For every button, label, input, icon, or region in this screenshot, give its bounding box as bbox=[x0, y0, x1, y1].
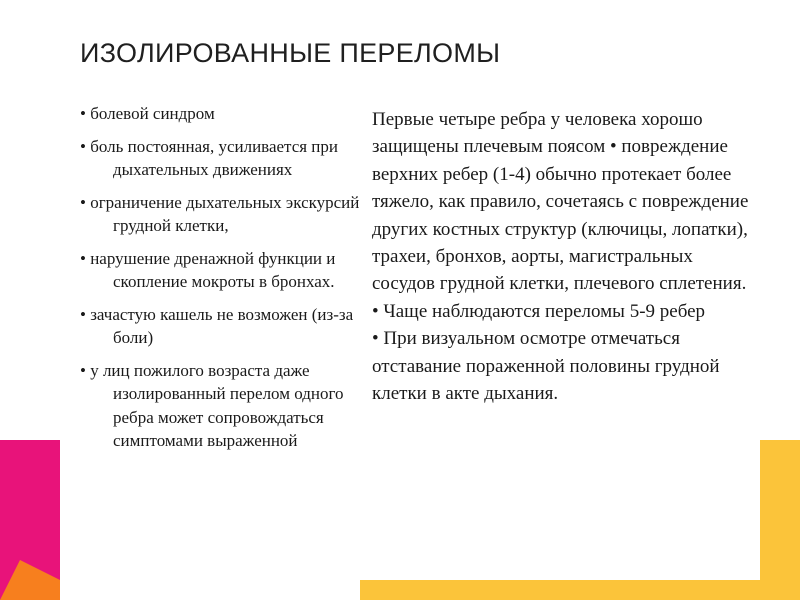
bullet-item: • у лиц пожилого возраста даже изолированный перелом одного ребра может сопровождаться симптомами выраженной bbox=[80, 359, 360, 453]
bullet-item: • болевой синдром bbox=[80, 102, 360, 126]
paragraph: • Чаще наблюдаются переломы 5-9 ребер bbox=[372, 300, 706, 322]
left-bullet-list bbox=[80, 102, 360, 462]
right-text-block bbox=[372, 106, 752, 407]
bullet-item: • нарушение дренажной функции и скопление мокроты в бронхах. bbox=[80, 247, 360, 294]
slide-title: ИЗОЛИРОВАННЫЕ ПЕРЕЛОМЫ bbox=[80, 38, 501, 68]
paragraph: • При визуальном осмотре отмечаться отставание пораженной половины грудной клетки в акте дыхания. bbox=[372, 328, 720, 405]
bullet-item: • боль постоянная, усиливается при дыхательных движениях bbox=[80, 135, 360, 182]
bullet-item: • ограничение дыхательных экскурсий грудной клетки, bbox=[80, 191, 360, 238]
bullet-item: • зачастую кашель не возможен (из-за боли) bbox=[80, 303, 360, 350]
paragraph: Первые четыре ребра у человека хорошо защищены плечевым поясом • повреждение верхних ребер (1-4) обычно протекает более тяжело, как правило, сочетаясь с повреждение других костных структур (ключицы, лопатки), трахеи, бронхов, аорты, магистральных сосудов грудной клетки, плечевого сплетения. bbox=[372, 109, 749, 295]
